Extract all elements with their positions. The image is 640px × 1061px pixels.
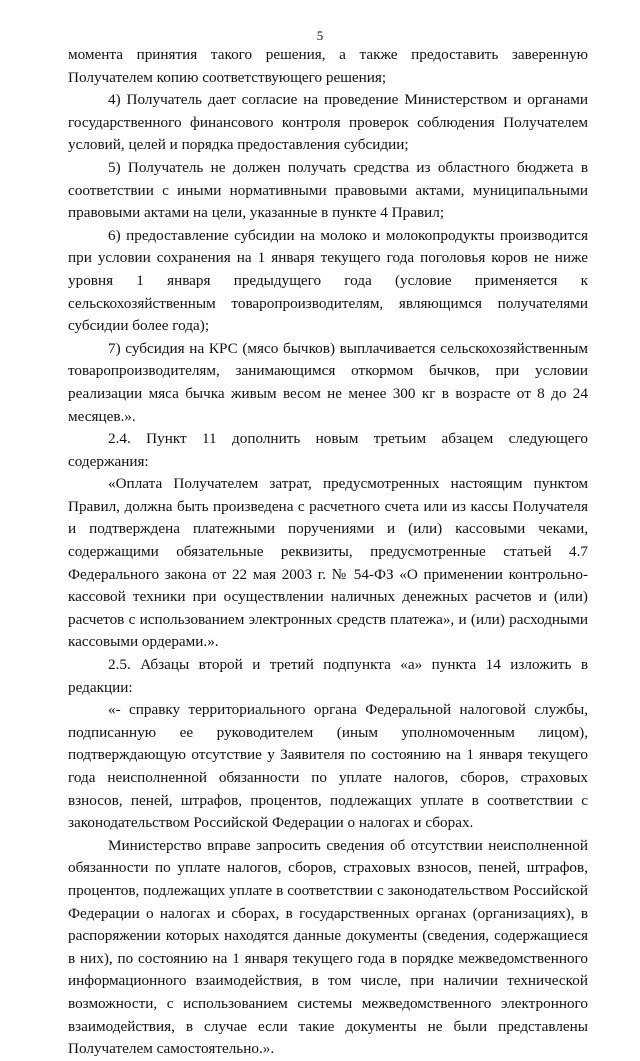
paragraph-section-2-4: 2.4. Пункт 11 дополнить новым третьим абзацем следующего содержания: [68,430,588,470]
paragraph-section-2-5: 2.5. Абзацы второй и третий подпункта «а» пункта 14 изложить в редакции: [68,656,588,696]
page-number: 5 [316,28,324,43]
paragraph-quote-payment: «Оплата Получателем затрат, предусмотренных настоящим пунктом Правил, должна быть произведена с расчетного счета или из кассы Получателя и подтверждена платежными поручениями и (или) кассовыми чеками, содержащими обязательные реквизиты, предусмотренные статьей 4.7 Федерального закона от 22 мая 2003 г. № 54-ФЗ «О применении контрольно-кассовой техники при осуществлении наличных денежных расчетов и (или) расчетов с использованием электронных средств платежа», и (или) расходными кассовыми ордерами.». [68,475,588,651]
paragraph-item-7: 7) субсидия на КРС (мясо бычков) выплачивается сельскохозяйственным товаропроизводителям, занимающимся откормом бычков, при условии реализации мяса бычка живым весом не менее 300 кг в возрасте от 8 до 24 месяцев.». [68,339,588,425]
paragraph-quote-certificate: «- справку территориального органа Федеральной налоговой службы, подписанную ее руководителем (иным уполномоченным лицом), подтверждающую отсутствие у Заявителя по состоянию на 1 января текущего года неисполненной обязанности по уплате налогов, сборов, страховых взносов, пеней, штрафов, процентов, подлежащих уплате в соответствии с законодательством Российской Федерации о налогах и сборах. [68,701,588,832]
paragraph-item-5: 5) Получатель не должен получать средства из областного бюджета в соответствии с иными нормативными правовыми актами, муниципальными правовыми актами на цели, указанные в пункте 4 Правил; [68,158,588,222]
paragraph-item-4: 4) Получатель дает согласие на проведение Министерством и органами государственного финансового контроля проверок соблюдения Получателем условий, целей и порядка предоставления субсидии; [68,91,588,154]
paragraph-item-6: 6) предоставление субсидии на молоко и молокопродукты производится при условии сохранения на 1 января текущего года поголовья коров не ниже уровня 1 января предыдущего года (условие применяется к сельскохозяйственным товаропроизводителям, являющимся получателями субсидии более года); [68,226,588,335]
paragraph-ministry-request: Министерство вправе запросить сведения об отсутствии неисполненной обязанности по уплате налогов, сборов, страховых взносов, пеней, штрафов, процентов, подлежащих уплате в соответствии с законодательством Российской Федерации о налогах и сборах, в государственных органах (организациях), в распоряжении которых находятся данные документы (сведения, содержащиеся в них), по состоянию на 1 января текущего года в порядке межведомственного информационного взаимодействия, в том числе, при наличии технической возможности, с использованием системы межведомственного электронного взаимодействия, в случае если такие документы не были представлены Получателем самостоятельно.». [68,836,588,1058]
paragraph-continuation: момента принятия такого решения, а также предоставить заверенную Получателем копию соответствующего решения; [68,46,588,86]
document-body [68,44,588,1061]
